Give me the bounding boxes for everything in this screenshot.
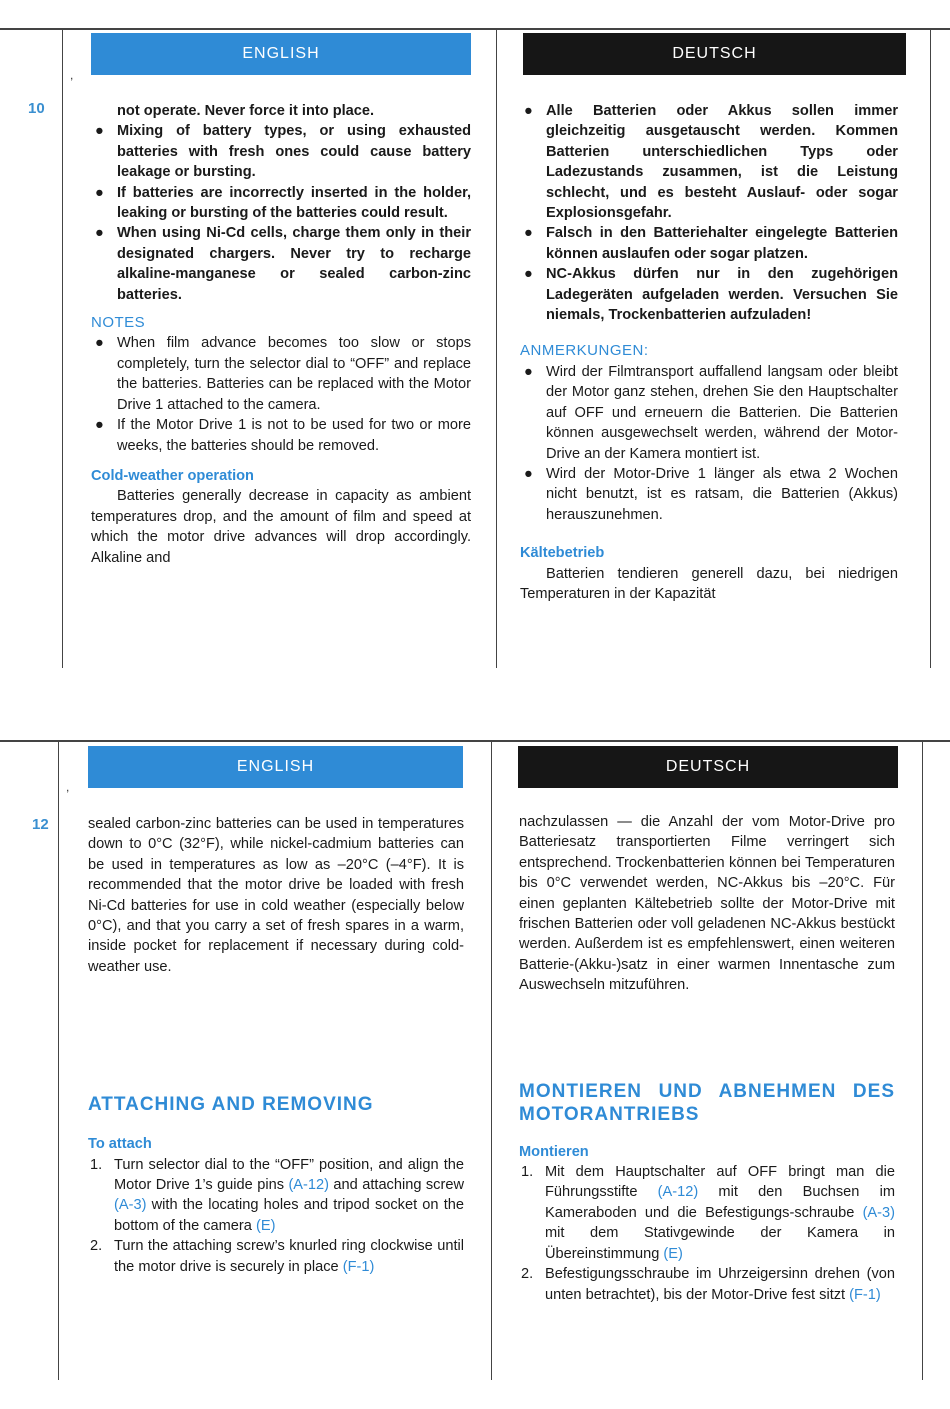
- lead-text: not operate. Never force it into place.: [117, 103, 375, 119]
- bullet-icon: ●: [524, 103, 533, 119]
- page-number: 12: [32, 816, 49, 833]
- figure-ref: (F-1): [849, 1286, 881, 1303]
- list-item: ● Alle Batterien oder Akkus sollen immer gleichzeitig ausgetauscht werden. Kommen Batterien unterschiedlichen Typs oder Ladezustands zusammen, ist die Leistung schlecht, und es besteht Auslauf- oder sogar Explosionsgefahr.: [524, 103, 898, 222]
- bullet-icon: ●: [524, 465, 533, 482]
- list-item: ● Mixing of battery types, or using exhausted batteries with fresh ones could cause battery leakage or bursting.: [95, 123, 471, 181]
- figure-ref: (F-1): [342, 1258, 375, 1275]
- column-divider: [491, 740, 492, 1380]
- list-item: ● When film advance becomes too slow or stops completely, turn the selector dial to “OFF” and replace the batteries. Batteries can be replaced with the Motor Drive 1 attached to the camera.: [95, 335, 471, 413]
- manual-page-12: [0, 740, 950, 1380]
- intro-text: sealed carbon-zinc batteries can be used in temperatures down to 0°C (32°F), while nickel-cadmium batteries can be used in temperatures as low as –20°C (–4°F). It is recommended that the motor drive be loaded with fresh Ni-Cd batteries for use in cold weather (especially below 0°C), and that you carry a set of fresh spares in a warm, inside pocket for replacement if necessary during cold-weather use.: [88, 816, 464, 975]
- margin-mark: ,: [66, 780, 70, 794]
- figure-ref: (A-3): [114, 1197, 147, 1214]
- notes-heading: ANMERKUNGEN:: [520, 342, 649, 360]
- page-top-rule: [0, 28, 950, 30]
- list-item: ● Wird der Filmtransport auffallend langsam oder bleibt der Motor ganz stehen, drehen Sie den Hauptschalter auf OFF und erneuern die Batterien. Die Batterien können ausgewechselt werden, während der Motor-Drive an der Kamera montiert ist.: [524, 363, 898, 462]
- notes-heading: NOTES: [91, 314, 146, 332]
- page-top-rule: [0, 740, 950, 742]
- cold-weather-heading: Cold-weather operation: [91, 467, 254, 484]
- cold-weather-heading: Kältebetrieb: [520, 545, 605, 562]
- step-number: 1.: [521, 1164, 534, 1181]
- cold-weather-text: Batteries generally decrease in capacity as ambient temperatures drop, and the amount of film and speed at which the motor drive advances will drop accordingly. Alkaline and: [91, 488, 471, 566]
- list-item: ● Wird der Motor-Drive 1 länger als etwa 2 Wochen nicht benutzt, ist es ratsam, die Batterien (Akkus) herauszunehmen.: [524, 465, 898, 523]
- sub-heading: Montieren: [519, 1143, 589, 1160]
- deutsch-header: DEUTSCH: [518, 746, 898, 788]
- page-number: 10: [28, 100, 45, 117]
- margin-mark: ,: [70, 68, 74, 82]
- figure-ref: (E): [663, 1245, 683, 1262]
- figure-ref: (E): [255, 1217, 276, 1234]
- bullet-icon: ●: [95, 335, 104, 352]
- step-item: 1. Mit dem Hauptschalter auf OFF bringt man die Führungsstifte (A-12) mit den Buchsen im Kameraboden und die Befestigungs-schraube (A-3) mit dem Stativgewinde der Kamera in Übereinstimmung (E): [521, 1164, 895, 1262]
- bullet-icon: ●: [524, 363, 533, 380]
- bullet-icon: ●: [524, 266, 533, 283]
- step-item: 2. Befestigungsschraube im Uhrzeigersinn drehen (von unten betrachtet), bis der Motor-Drive fest sitzt (F-1): [521, 1266, 895, 1303]
- right-margin-rule: [930, 28, 931, 668]
- step-number: 2.: [90, 1238, 103, 1255]
- english-column: [88, 814, 464, 1277]
- left-margin-rule: [58, 740, 59, 1380]
- bullet-icon: ●: [95, 123, 104, 140]
- left-margin-rule: [62, 28, 63, 668]
- bullet-icon: ●: [95, 225, 104, 242]
- deutsch-column: [520, 101, 898, 604]
- section-title: ATTACHING AND REMOVING: [88, 1094, 374, 1116]
- list-item: ● If batteries are incorrectly inserted in the holder, leaking or bursting of the batteries could result.: [95, 184, 471, 222]
- cold-weather-text: Batterien tendieren generell dazu, bei niedrigen Temperaturen in der Kapazität: [520, 565, 898, 602]
- step-number: 2.: [521, 1266, 534, 1283]
- bullet-icon: ●: [524, 225, 533, 242]
- step-item: 2. Turn the attaching screw’s knurled ring clockwise until the motor drive is securely in place (F-1): [90, 1238, 464, 1275]
- figure-ref: (A-12): [657, 1184, 699, 1201]
- list-item: ● When using Ni-Cd cells, charge them only in their designated chargers. Never try to recharge alkaline-manganese or sealed carbon-zinc batteries.: [95, 225, 471, 303]
- english-header: ENGLISH: [88, 746, 463, 788]
- figure-ref: (A-3): [862, 1204, 895, 1221]
- bullet-icon: ●: [95, 417, 104, 434]
- english-header: ENGLISH: [91, 33, 471, 75]
- step-number: 1.: [90, 1156, 103, 1173]
- list-item: ● NC-Akkus dürfen nur in den zugehörigen Ladegeräten aufgeladen werden. Versuchen Sie niemals, Trockenbatterien aufzuladen!: [524, 266, 898, 324]
- list-item: ● If the Motor Drive 1 is not to be used for two or more weeks, the batteries should be removed.: [95, 417, 471, 454]
- step-item: 1. Turn selector dial to the “OFF” position, and align the Motor Drive 1’s guide pins (A-12) and attaching screw (A-3) with the locating holes and tripod socket on the bottom of the camera (E): [90, 1156, 464, 1234]
- manual-page-10: [0, 28, 950, 688]
- intro-text: nachzulassen — die Anzahl der vom Motor-Drive pro Batteriesatz transportierten Filme verringert sich entsprechend. Trockenbatterien können bei Temperaturen bis 0°C verwendet werden, NC-Akkus bis –20°C. Für einen geplanten Kältebetrieb sollte der Motor-Drive mit frischen Batterien oder voll geladenen NC-Akkus bestückt werden. Außerdem ist es empfehlenswert, einen weiteren Batterie-(Akku-)satz in einer warmen Innentasche zum Auswechseln mitzuführen.: [519, 814, 895, 994]
- sub-heading: To attach: [88, 1136, 152, 1153]
- deutsch-column: [519, 812, 895, 1305]
- column-divider: [496, 28, 497, 668]
- bullet-icon: ●: [95, 184, 104, 201]
- right-margin-rule: [922, 740, 923, 1380]
- section-title: MONTIEREN UND ABNEHMEN DES MOTORANTRIEBS: [519, 1080, 895, 1125]
- english-column: [91, 101, 471, 568]
- deutsch-header: DEUTSCH: [523, 33, 906, 75]
- list-item: ● Falsch in den Batteriehalter eingelegte Batterien können auslaufen oder sogar platzen.: [524, 225, 898, 262]
- figure-ref: (A-12): [288, 1177, 329, 1194]
